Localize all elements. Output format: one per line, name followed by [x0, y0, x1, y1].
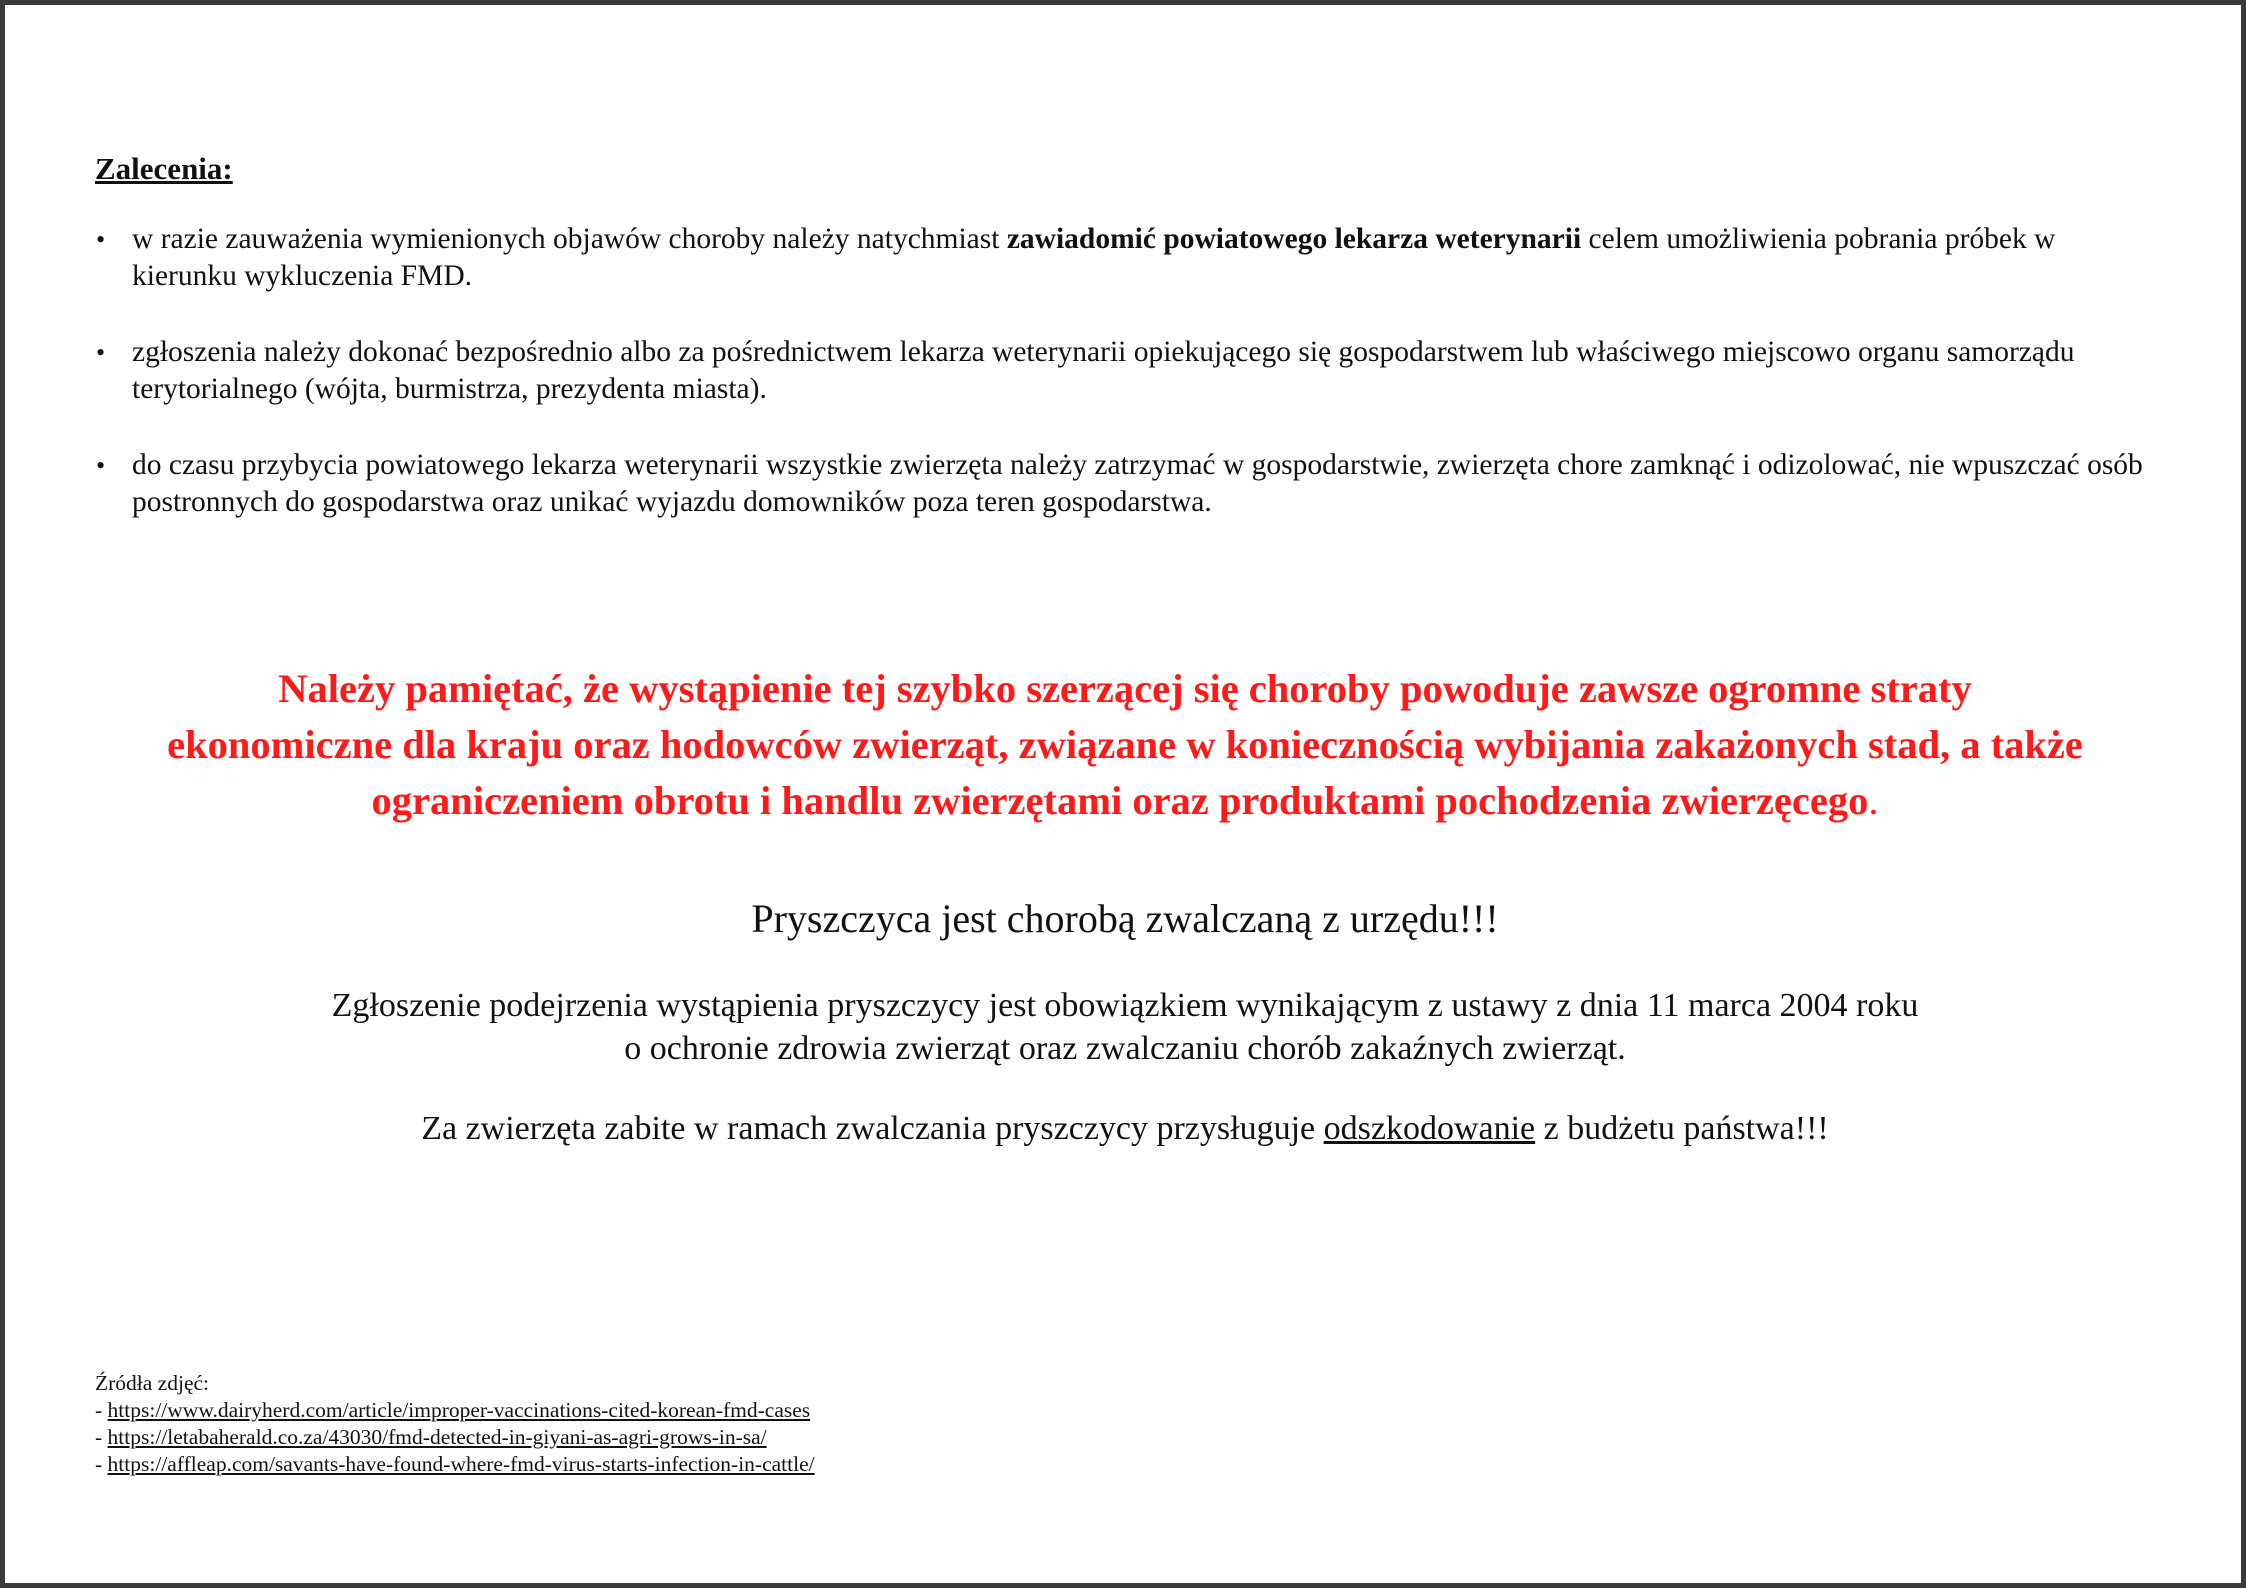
- bullet-icon: •: [96, 225, 106, 255]
- source-prefix: -: [95, 1425, 108, 1449]
- list-item: [95, 447, 2155, 521]
- source-link[interactable]: https://letabaherald.co.za/43030/fmd-detected-in-giyani-as-agri-grows-in-sa/: [107, 1425, 767, 1449]
- list-item-text: zgłoszenia należy dokonać bezpośrednio albo za pośrednictwem lekarza weterynarii opiekującego się gospodarstwem lub właściwego miejscowo organu samorządu terytorialnego (wójta, burmistrza, prezydenta miasta).: [132, 336, 2075, 406]
- source-link[interactable]: https://www.dairyherd.com/article/improper-vaccinations-cited-korean-fmd-cases: [107, 1398, 811, 1422]
- warning-line: ograniczeniem obrotu i handlu zwierzętami oraz produktami pochodzenia zwierzęcego: [371, 778, 1869, 823]
- list-item-text: do czasu przybycia powiatowego lekarza weterynarii wszystkie zwierzęta należy zatrzymać w gospodarstwie, zwierzęta chore zamknąć i odizolować, nie wpuszczać osób postronnych do gospodarstwa oraz unikać wyjazdu domowników poza teren gospodarstwa.: [132, 449, 2143, 519]
- list-item: [95, 334, 2155, 408]
- compensation-text-end: z budżetu państwa!!!: [1535, 1110, 1829, 1147]
- legal-obligation-notice: [95, 984, 2155, 1070]
- recommendations-heading: Zalecenia:: [95, 151, 233, 186]
- warning-line: ekonomiczne dla kraju oraz hodowców zwierząt, związane w koniecznością wybijania zakażonych stad, a także: [167, 722, 2083, 767]
- economic-loss-warning: [95, 661, 2155, 829]
- sources-label: Źródła zdjęć:: [95, 1371, 210, 1395]
- compensation-notice: [95, 1108, 2155, 1150]
- bullet-icon: •: [96, 338, 106, 368]
- bullet-icon: •: [96, 451, 106, 481]
- list-item: [95, 221, 2155, 295]
- source-prefix: -: [95, 1398, 108, 1422]
- compensation-underlined: odszkodowanie: [1323, 1110, 1536, 1147]
- source-entry: [95, 1451, 815, 1478]
- image-sources: [95, 1370, 815, 1478]
- source-entry: [95, 1397, 815, 1424]
- list-item-text-start: w razie zauważenia wymienionych objawów choroby należy natychmiast: [132, 223, 1007, 256]
- official-disease-slogan: Pryszczyca jest chorobą zwalczaną z urzędu!!!: [751, 896, 1499, 941]
- source-link[interactable]: https://affleap.com/savants-have-found-where-fmd-virus-starts-infection-in-cattle/: [107, 1452, 815, 1476]
- recommendations-list: [95, 221, 2155, 521]
- warning-end-mark: .: [1868, 778, 1879, 823]
- source-prefix: -: [95, 1452, 108, 1476]
- list-item-text-end: celem umożliwienia pobrania próbek w kierunku wykluczenia FMD.: [132, 223, 2056, 293]
- source-entry: [95, 1424, 815, 1451]
- notice-line: Zgłoszenie podejrzenia wystąpienia pryszczycy jest obowiązkiem wynikającym z ustawy z dnia 11 marca 2004 roku: [331, 987, 1919, 1024]
- warning-line: Należy pamiętać, że wystąpienie tej szybko szerzącej się choroby powoduje zawsze ogromne straty: [278, 666, 1972, 711]
- list-item-bold-text: zawiadomić powiatowego lekarza weterynarii: [1006, 223, 1582, 256]
- notice-line: o ochronie zdrowia zwierząt oraz zwalczaniu chorób zakaźnych zwierząt.: [624, 1030, 1626, 1067]
- recommendations-section: [95, 150, 2155, 560]
- compensation-text-start: Za zwierzęta zabite w ramach zwalczania pryszczycy przysługuje: [421, 1110, 1324, 1147]
